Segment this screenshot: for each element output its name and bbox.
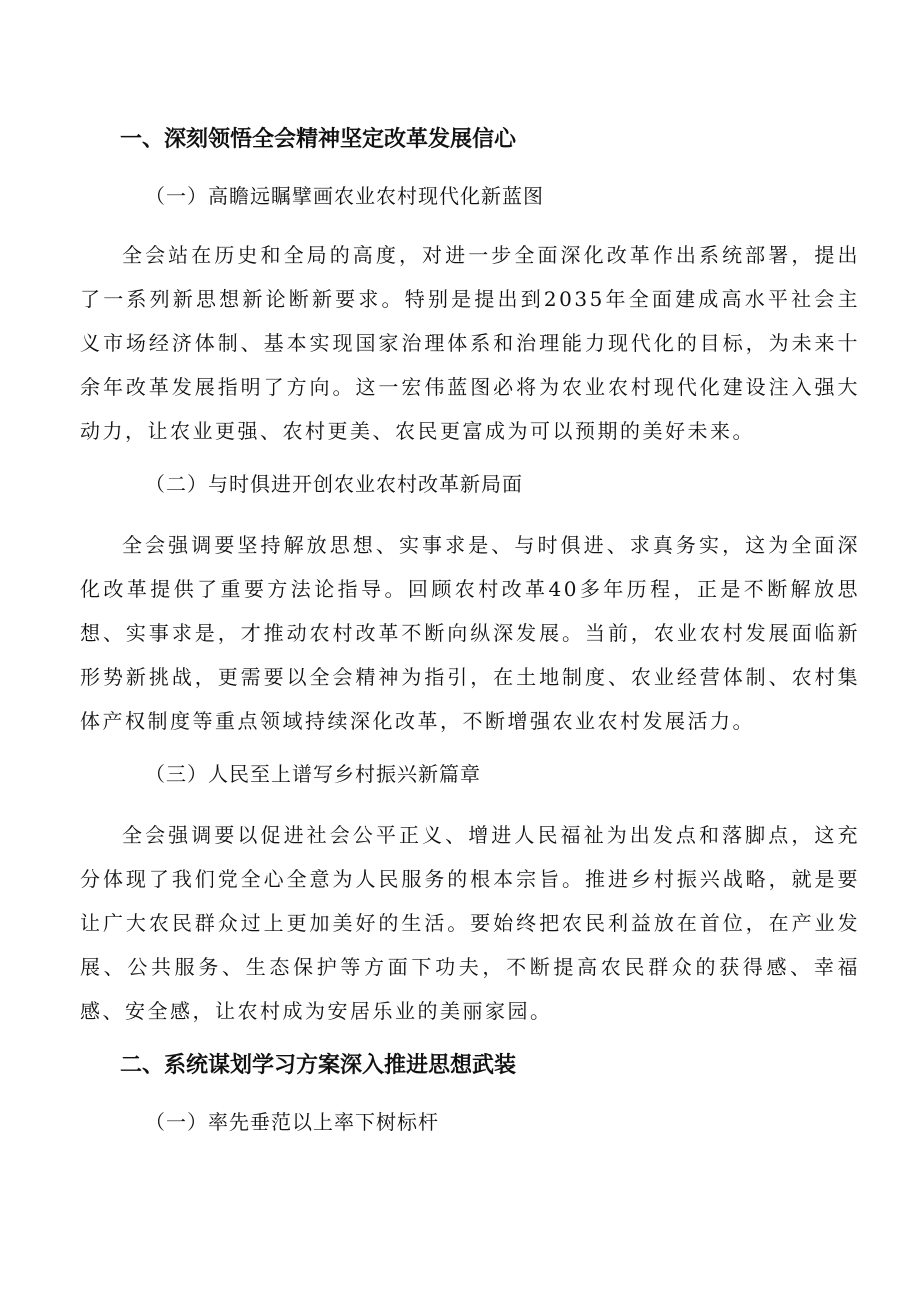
section-1-sub-1-paragraph: 全会站在历史和全局的高度，对进一步全面深化改革作出系统部署，提出了一系列新思想新论断新要求。特别是提出到2035年全面建成高水平社会主义市场经济体制、基本实现国家治理体系和治理能力现代化的目标，为未来十余年改革发展指明了方向。这一宏伟蓝图必将为农业农村现代化建设注入强大动力，让农业更强、农村更美、农民更富成为可以预期的美好未来。 — [80, 243, 860, 443]
section-2-heading: 二、系统谋划学习方案深入推进思想武装 — [120, 1053, 517, 1078]
section-1-sub-1-heading: （一）高瞻远瞩擘画农业农村现代化新蓝图 — [145, 184, 544, 208]
section-1-sub-2-paragraph: 全会强调要坚持解放思想、实事求是、与时俱进、求真务实，这为全面深化改革提供了重要方法论指导。回顾农村改革40多年历程，正是不断解放思想、实事求是，才推动农村改革不断向纵深发展。当前，农业农村发展面临新形势新挑战，更需要以全会精神为指引，在土地制度、农业经营体制、农村集体产权制度等重点领域持续深化改革，不断增强农业农村发展活力。 — [80, 533, 860, 733]
section-2-sub-1-heading: （一）率先垂范以上率下树标杆 — [145, 1110, 439, 1134]
section-1-sub-3-paragraph: 全会强调要以促进社会公平正义、增进人民福祉为出发点和落脚点，这充分体现了我们党全心全意为人民服务的根本宗旨。推进乡村振兴战略，就是要让广大农民群众过上更加美好的生活。要始终把农民利益放在首位，在产业发展、公共服务、生态保护等方面下功夫，不断提高农民群众的获得感、幸福感、安全感，让农村成为安居乐业的美丽家园。 — [80, 823, 860, 1023]
section-1-heading: 一、深刻领悟全会精神坚定改革发展信心 — [120, 127, 517, 152]
section-1-sub-2-heading: （二）与时俱进开创农业农村改革新局面 — [145, 472, 523, 496]
section-1-sub-3-heading: （三）人民至上谱写乡村振兴新篇章 — [145, 762, 481, 786]
